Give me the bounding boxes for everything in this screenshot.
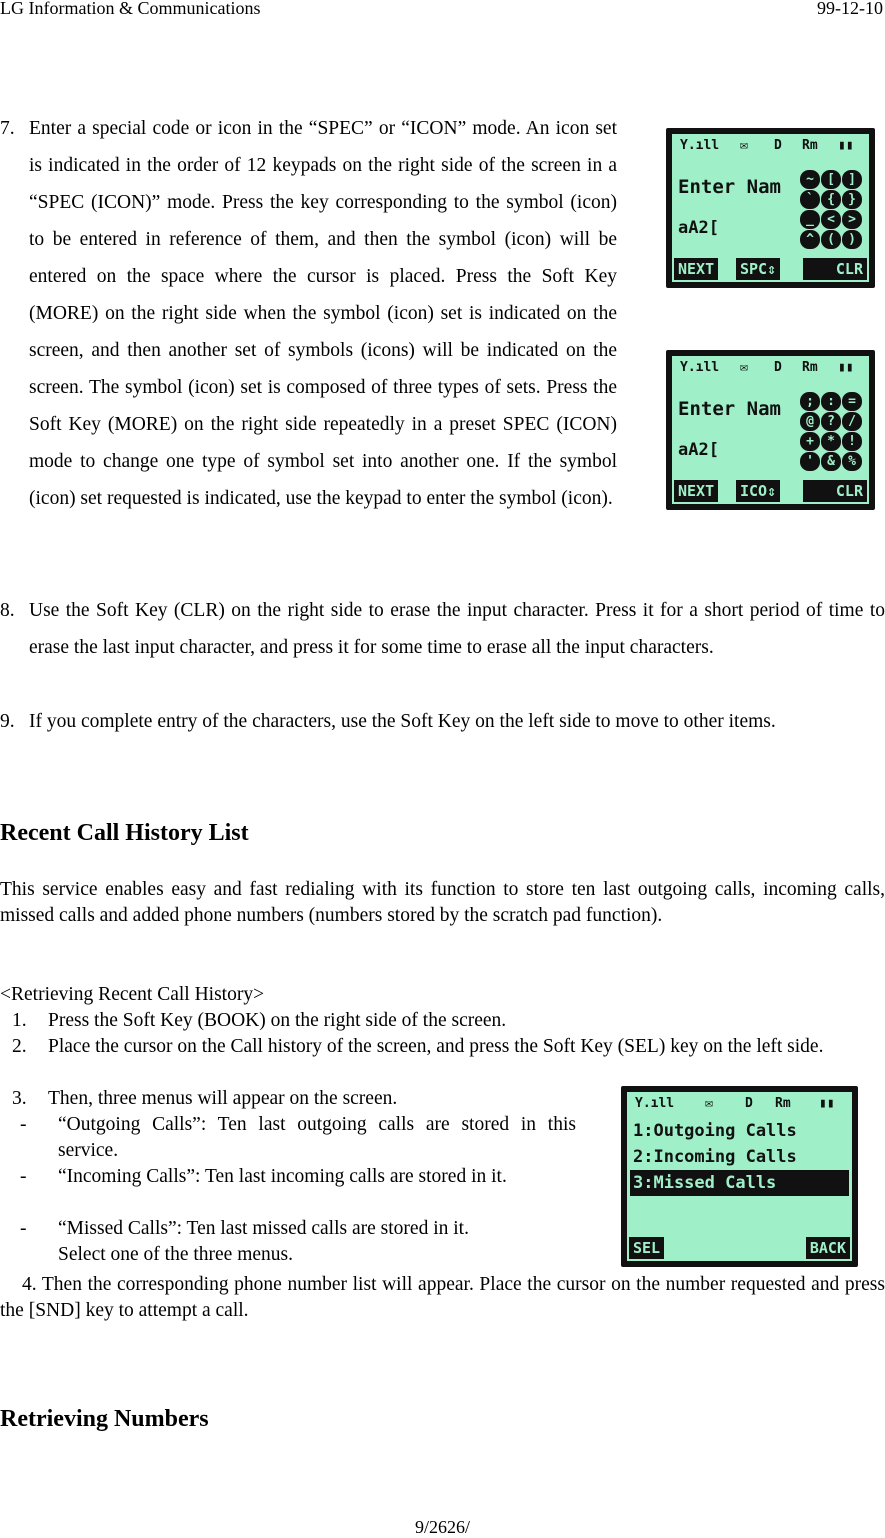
phone-screen-call-history <box>621 1086 858 1267</box>
menu-item-missed: 3:Missed Calls <box>630 1170 849 1196</box>
softkey-ico: ICO⇕ <box>736 480 780 502</box>
status-bar <box>633 1096 846 1114</box>
section-title-retrieving-numbers: Retrieving Numbers <box>0 1406 209 1432</box>
softkey-sel: SEL <box>629 1237 664 1259</box>
list-number: 3. <box>12 1088 27 1109</box>
step-number: 8. <box>0 600 15 621</box>
symbol-keypad <box>800 392 862 471</box>
step-text: Enter a special code or icon in the “SPEC” or “ICON” mode. An icon set is indicated in the order of 12 keypads on the right side of the screen in a “SPEC (ICON)” mode. Press the key corresponding to the symbol (icon) to be entered in reference of them, and then the symbol (icon) will be entered on the space where the cursor is placed. Press the Soft Key (MORE) on the right side when the symbol (icon) set is indicated on the screen, and then another set of symbols (icons) will be indicated on the screen. The symbol (icon) set is composed of three types of sets. Press the Soft Key (MORE) on the right side repeatedly in a preset SPEC (ICON) mode to change one type of symbol set into another one. If the symbol (icon) set requested is indicated, use the keypad to enter the symbol (icon). <box>29 118 617 509</box>
symbol-key: ] <box>842 170 862 189</box>
message-icon: ✉ <box>740 138 748 153</box>
phone-screen-icon <box>666 350 875 510</box>
softkey-next: NEXT <box>674 258 718 280</box>
symbol-key: ; <box>800 392 820 411</box>
menu-item-incoming: 2:Incoming Calls <box>633 1147 797 1167</box>
symbol-key: > <box>842 210 862 229</box>
bullet-dash: - <box>20 1114 27 1135</box>
softkey-clr: CLR <box>803 480 867 502</box>
bullet-text: “Missed Calls”: Ten last missed calls are stored in it. <box>58 1218 469 1239</box>
signal-icon: Y.ıll <box>680 138 720 153</box>
list-item <box>12 1034 885 1060</box>
step-4: 4. Then the corresponding phone number list will appear. Place the cursor on the number requested and press the [SND] key to attempt a call. <box>0 1274 885 1321</box>
symbol-key: ! <box>842 432 862 451</box>
bullet-item <box>20 1112 576 1164</box>
section-intro: This service enables easy and fast redialing with its function to store ten last outgoing calls, incoming calls, missed calls and added phone numbers (numbers stored by the scratch pad function). <box>0 879 885 926</box>
data-icon: D <box>774 360 782 375</box>
softkey-next: NEXT <box>674 480 718 502</box>
battery-icon: ▮▮ <box>838 360 854 375</box>
list-text: Place the cursor on the Call history of the screen, and press the Soft Key (SEL) key on the left side. <box>48 1036 824 1057</box>
symbol-key: * <box>821 432 841 451</box>
entry-text: aA2[ <box>678 440 719 460</box>
bullet-text: “Outgoing Calls”: Ten last outgoing calls are stored in this service. <box>58 1114 576 1161</box>
roaming-icon: Rm <box>775 1096 791 1111</box>
signal-icon: Y.ıll <box>680 360 720 375</box>
status-bar <box>678 138 863 156</box>
symbol-key: ` <box>800 190 820 209</box>
section-title-call-history: Recent Call History List <box>0 820 249 846</box>
list-text: Then, three menus will appear on the screen. <box>48 1088 398 1109</box>
symbol-key: ' <box>800 452 820 471</box>
message-icon: ✉ <box>705 1096 713 1111</box>
softkey-back: BACK <box>806 1237 850 1259</box>
roaming-icon: Rm <box>802 360 818 375</box>
data-icon: D <box>774 138 782 153</box>
softkey-spc: SPC⇕ <box>736 258 780 280</box>
symbol-key: ^ <box>800 230 820 249</box>
symbol-key: + <box>800 432 820 451</box>
step-text: If you complete entry of the characters, use the Soft Key on the left side to move to other items. <box>29 711 776 732</box>
symbol-key: ? <box>821 412 841 431</box>
symbol-key: ) <box>842 230 862 249</box>
bullet-dash: - <box>20 1218 27 1239</box>
bullet-text: “Incoming Calls”: Ten last incoming calls are stored in it. <box>58 1166 507 1187</box>
step-9 <box>0 703 885 740</box>
symbol-key: { <box>821 190 841 209</box>
step-number: 7. <box>0 118 15 139</box>
step-text: Use the Soft Key (CLR) on the right side to erase the input character. Press it for a short period of time to erase the last input character, and press it for some time to erase all the input characters. <box>29 600 885 658</box>
list-text: Press the Soft Key (BOOK) on the right side of the screen. <box>48 1010 507 1031</box>
symbol-key: & <box>821 452 841 471</box>
step-8 <box>0 592 885 666</box>
symbol-key: ~ <box>800 170 820 189</box>
symbol-key: / <box>842 412 862 431</box>
menu-item-outgoing: 1:Outgoing Calls <box>633 1121 797 1141</box>
symbol-key: [ <box>821 170 841 189</box>
select-note: Select one of the three menus. <box>58 1244 293 1265</box>
list-item <box>12 1086 612 1112</box>
symbol-key: % <box>842 452 862 471</box>
bullet-dash: - <box>20 1166 27 1187</box>
status-bar <box>678 360 863 378</box>
symbol-keypad <box>800 170 862 249</box>
phone-screen-spec <box>666 128 875 288</box>
roaming-icon: Rm <box>802 138 818 153</box>
signal-icon: Y.ıll <box>635 1096 675 1111</box>
header-date: 99-12-10 <box>817 0 883 18</box>
symbol-key: } <box>842 190 862 209</box>
symbol-key: < <box>821 210 841 229</box>
symbol-key: = <box>842 392 862 411</box>
symbol-key: : <box>821 392 841 411</box>
symbol-key: @ <box>800 412 820 431</box>
battery-icon: ▮▮ <box>819 1096 835 1111</box>
header-company: LG Information & Communications <box>0 0 261 18</box>
subsection-title: <Retrieving Recent Call History> <box>0 984 265 1005</box>
message-icon: ✉ <box>740 360 748 375</box>
softkey-clr: CLR <box>803 258 867 280</box>
bullet-item <box>20 1164 576 1190</box>
symbol-key: ( <box>821 230 841 249</box>
list-item <box>12 1008 885 1034</box>
step-number: 9. <box>0 711 15 732</box>
page-number: 9/2626/ <box>414 1517 470 1537</box>
list-number: 1. <box>12 1010 27 1031</box>
symbol-key: _ <box>800 210 820 229</box>
data-icon: D <box>745 1096 753 1111</box>
bullet-item <box>20 1216 600 1242</box>
entry-prompt: Enter Nam <box>678 176 781 198</box>
battery-icon: ▮▮ <box>838 138 854 153</box>
entry-text: aA2[ <box>678 218 719 238</box>
entry-prompt: Enter Nam <box>678 398 781 420</box>
list-number: 2. <box>12 1036 27 1057</box>
